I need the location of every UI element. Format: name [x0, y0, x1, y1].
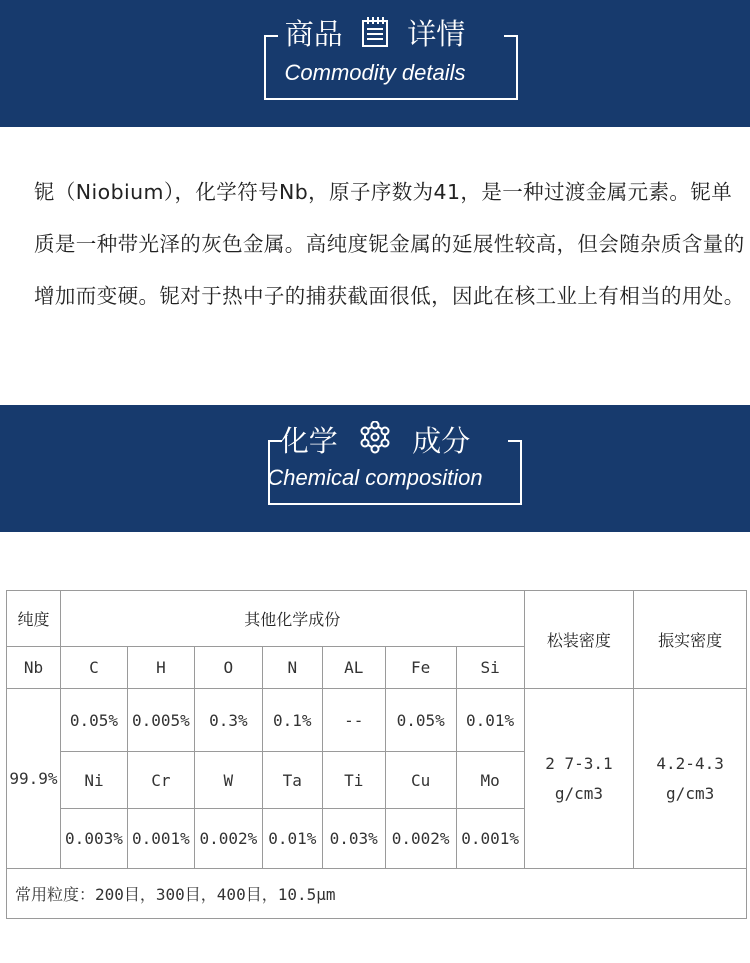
element-label: AL [322, 647, 385, 689]
element-label: N [262, 647, 322, 689]
loose-density-value [524, 689, 634, 869]
commodity-details-title [0, 16, 750, 56]
commodity-details-subtitle: Commodity details [284, 60, 466, 85]
element-value: 0.01% [262, 809, 322, 869]
element-label: Ti [322, 752, 385, 809]
loose-density-unit: g/cm3 [554, 783, 603, 803]
molecule-icon [355, 421, 395, 465]
element-label: Ta [262, 752, 322, 809]
element-value: 0.05% [60, 689, 127, 752]
element-label: Cr [127, 752, 194, 809]
chemical-composition-title [0, 421, 750, 465]
chemical-composition-subtitle: Chemical composition [267, 465, 483, 490]
element-value: 0.001% [456, 809, 524, 869]
element-label: W [194, 752, 262, 809]
title-left: 商品 [284, 17, 343, 51]
element-value: 0.002% [385, 809, 456, 869]
element-label: Fe [385, 647, 456, 689]
element-value: 0.03% [322, 809, 385, 869]
notepad-icon [360, 16, 390, 56]
element-label: H [127, 647, 194, 689]
tap-density-header: 振实密度 [634, 591, 747, 689]
tap-density-value [634, 689, 747, 869]
element-label: Si [456, 647, 524, 689]
element-value: 0.1% [262, 689, 322, 752]
element-value: 0.003% [60, 809, 127, 869]
element-value: 0.001% [127, 809, 194, 869]
tap-density-unit: g/cm3 [666, 783, 715, 803]
base-element: Nb [7, 647, 61, 689]
title-right: 详情 [407, 17, 466, 51]
composition-table [6, 590, 747, 919]
tap-density-range: 4.2-4.3 [656, 753, 724, 773]
element-value: -- [322, 689, 385, 752]
purity-value: 99.9% [7, 689, 61, 869]
element-label: Mo [456, 752, 524, 809]
niobium-description: 铌（Niobium），化学符号Nb，原子序数为41，是一种过渡金属元素。铌单质是一种带光泽的灰色金属。高纯度铌金属的延展性较高，但会随杂质含量的增加而变硬。铌对于热中子的捕获截面很低，因此在核工业上有相当的用处。 [34, 180, 745, 308]
element-label: O [194, 647, 262, 689]
purity-header: 纯度 [7, 591, 61, 647]
element-value: 0.005% [127, 689, 194, 752]
particle-size-note: 常用粒度：200目，300目，400目，10.5μm [7, 869, 747, 919]
element-value: 0.002% [194, 809, 262, 869]
other-elements-header: 其他化学成份 [60, 591, 524, 647]
element-label: Cu [385, 752, 456, 809]
title-right: 成分 [412, 424, 471, 458]
element-value: 0.01% [456, 689, 524, 752]
loose-density-range: 2 7-3.1 [545, 753, 613, 773]
element-label: C [60, 647, 127, 689]
loose-density-header: 松装密度 [524, 591, 634, 689]
element-value: 0.05% [385, 689, 456, 752]
element-value: 0.3% [194, 689, 262, 752]
title-left: 化学 [279, 424, 338, 458]
element-label: Ni [60, 752, 127, 809]
